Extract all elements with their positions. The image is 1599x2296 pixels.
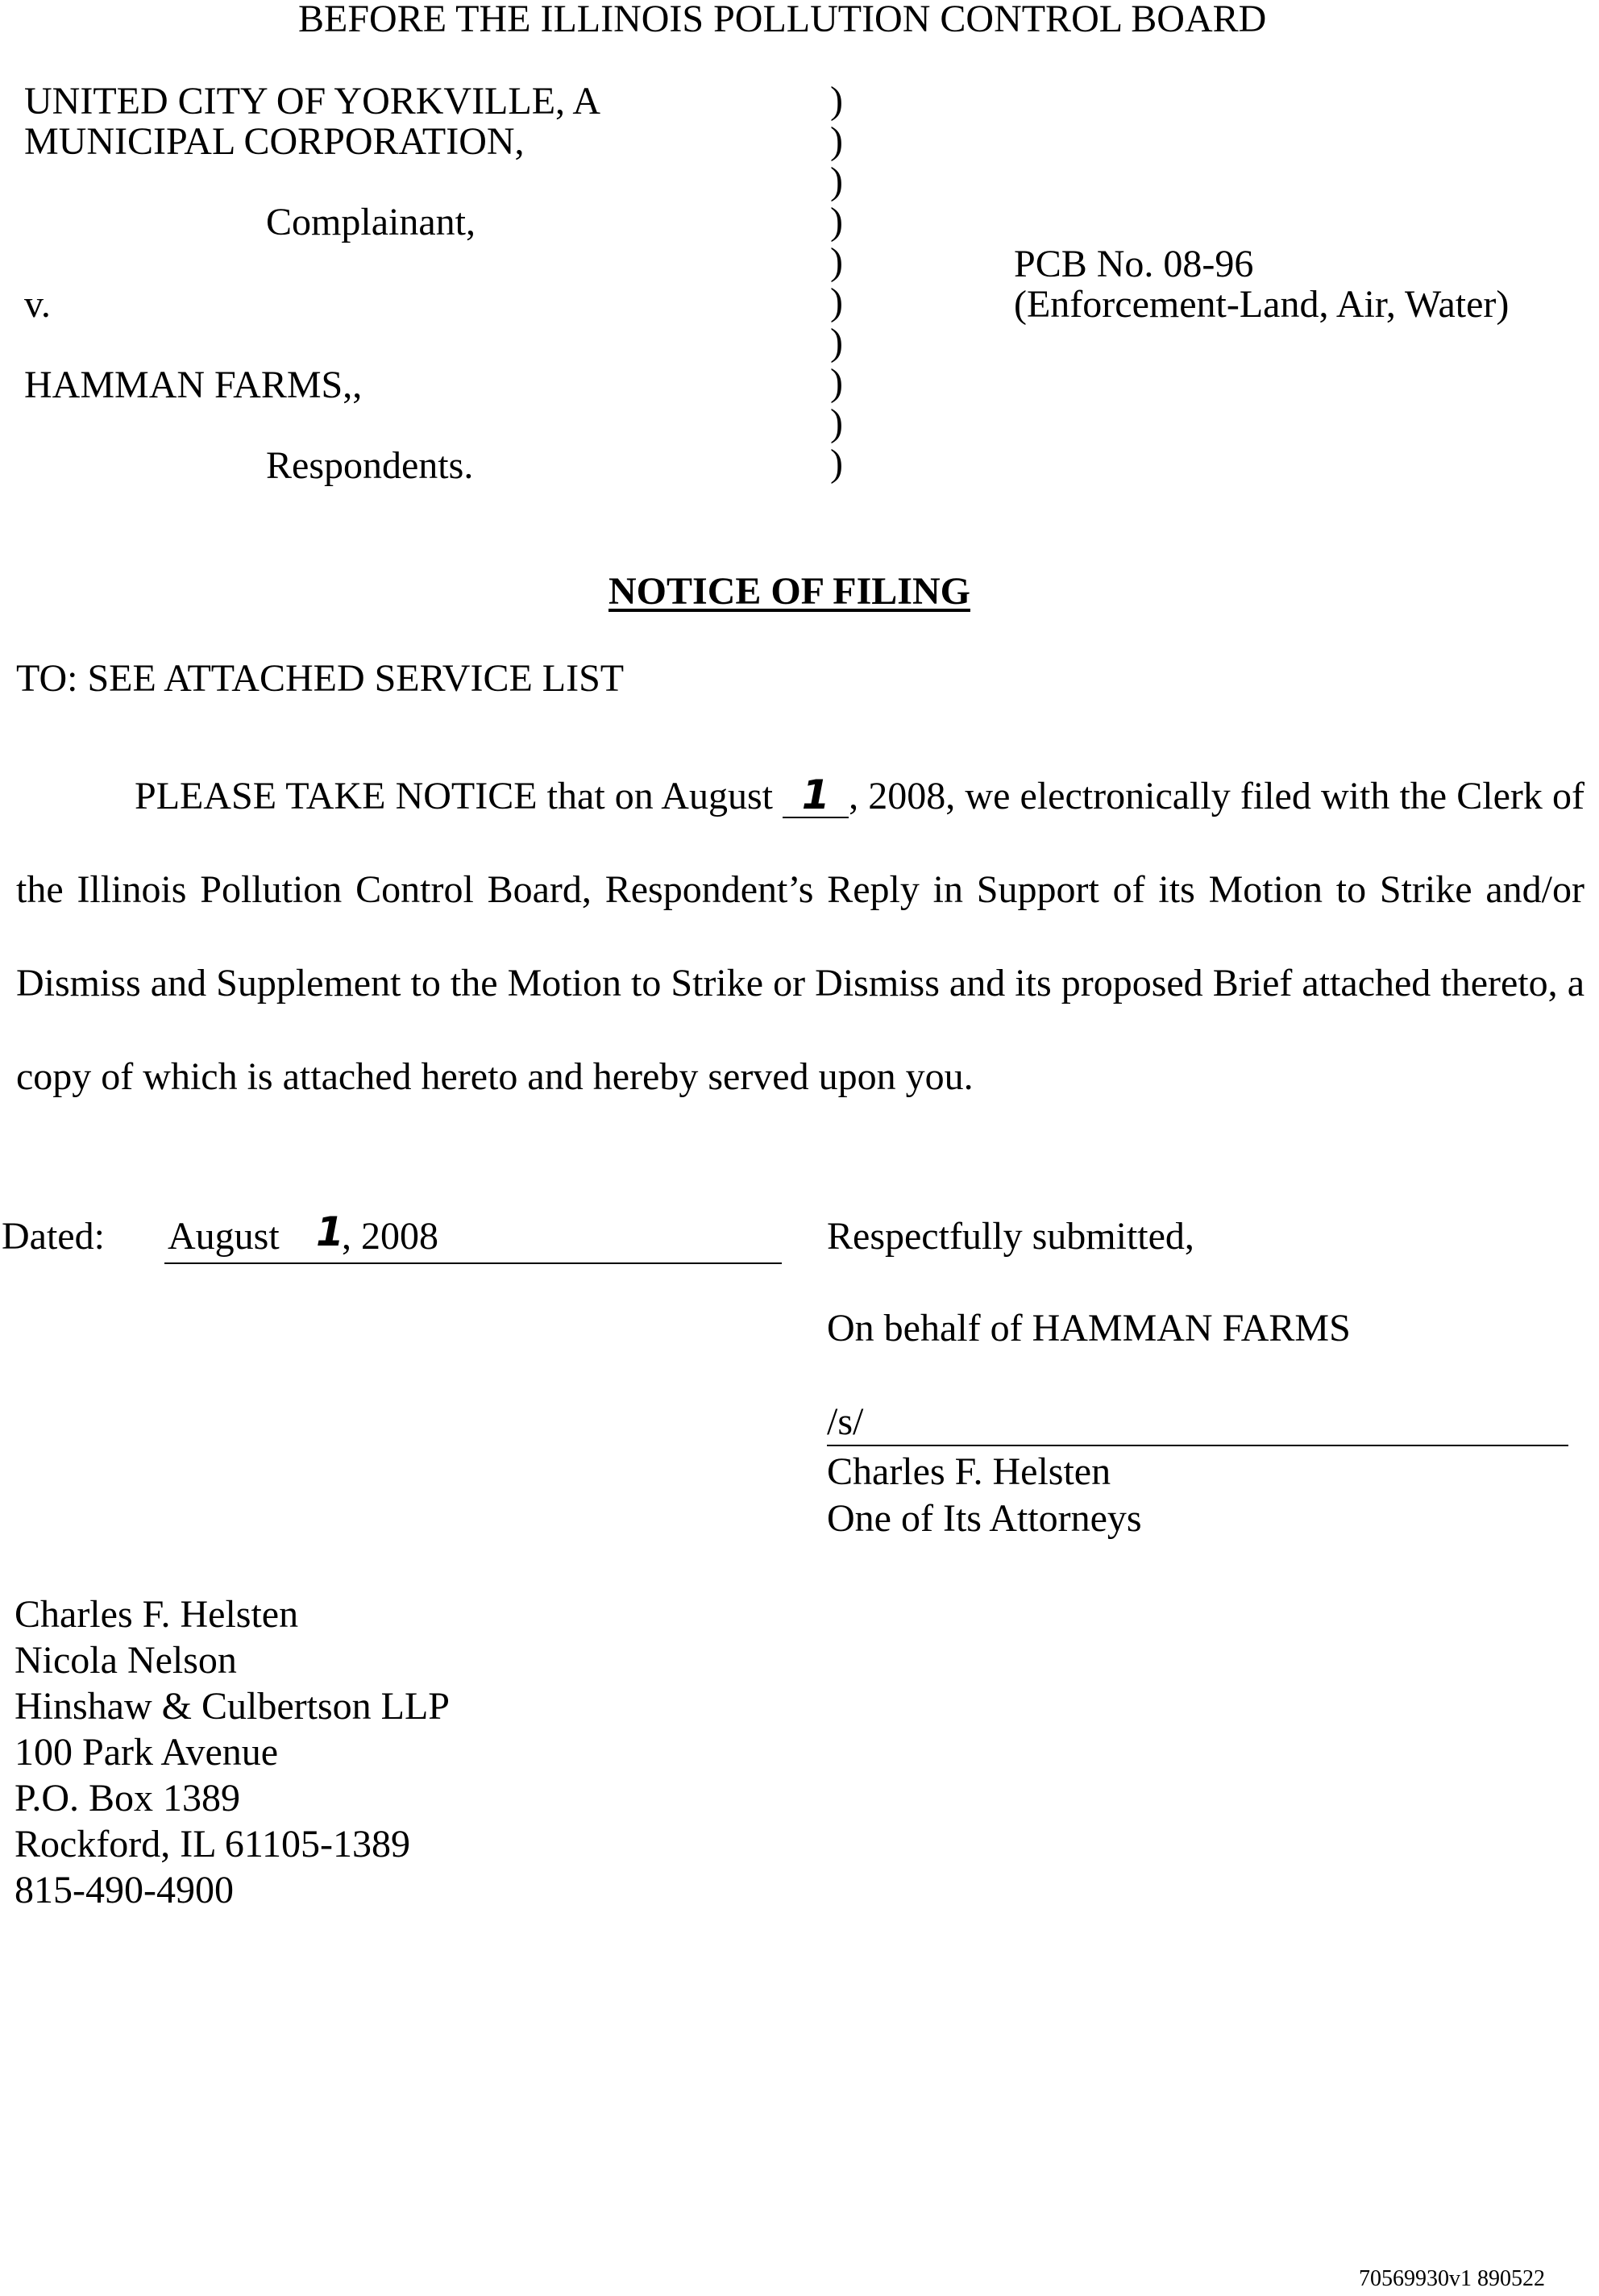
caption-paren: ) (830, 361, 843, 404)
attorney-line: P.O. Box 1389 (15, 1777, 241, 1820)
attorney-line: 100 Park Avenue (15, 1731, 279, 1774)
complainant-name-line1: UNITED CITY OF YORKVILLE, A (24, 80, 601, 123)
caption-paren: ) (830, 240, 843, 283)
to-line: TO: SEE ATTACHED SERVICE LIST (16, 657, 625, 700)
attorney-line: Nicola Nelson (15, 1639, 237, 1682)
caption-paren-column (830, 81, 862, 484)
dated-label: Dated: (2, 1215, 105, 1258)
attorney-address-block (15, 1591, 450, 1913)
caption-paren: ) (830, 401, 843, 444)
notice-body-part1: PLEASE TAKE NOTICE that on August (135, 775, 773, 817)
attorney-line: Hinshaw & Culbertson LLP (15, 1685, 450, 1728)
caption-paren: ) (830, 442, 843, 485)
signature-line (827, 1445, 1568, 1446)
respectfully-submitted: Respectfully submitted, (827, 1215, 1194, 1258)
case-number: PCB No. 08-96 (1014, 243, 1254, 285)
notice-body (16, 750, 1584, 1124)
handwritten-day: 1 (801, 772, 830, 818)
caption-paren: ) (830, 119, 843, 162)
respondent-name: HAMMAN FARMS,, (24, 364, 363, 406)
signature-mark: /s/ (827, 1400, 864, 1443)
signer-title: One of Its Attorneys (827, 1497, 1142, 1540)
respondent-label: Respondents. (266, 444, 474, 487)
attorney-line: Rockford, IL 61105-1389 (15, 1823, 411, 1866)
document-id: 70569930v1 890522 (1359, 2266, 1545, 2291)
dated-day-handwritten: 1 (316, 1208, 344, 1255)
complainant-name-line2: MUNICIPAL CORPORATION, (24, 120, 525, 163)
versus-label: v. (24, 283, 51, 326)
signer-name: Charles F. Helsten (827, 1450, 1111, 1493)
caption-paren: ) (830, 321, 843, 364)
complainant-label: Complainant, (266, 201, 476, 243)
caption-paren: ) (830, 281, 843, 323)
notice-title: NOTICE OF FILING (608, 570, 970, 613)
caption-paren: ) (830, 79, 843, 122)
handwritten-day-blank (783, 772, 849, 818)
case-type: (Enforcement-Land, Air, Water) (1014, 283, 1510, 326)
notice-body-part2: , 2008, we electronically filed with the Clerk of the Illinois Pollution Control Board, Respondent’s Reply in Support of its Motion to Strike and/or Dismiss and Supplement to the Motion to Strike or Dismiss and its proposed Brief attached thereto, a copy of which is attached hereto and hereby served upon you. (16, 775, 1585, 1098)
on-behalf-line: On behalf of HAMMAN FARMS (827, 1307, 1351, 1350)
dated-year: , 2008 (342, 1215, 438, 1258)
dated-underline (164, 1262, 782, 1264)
caption-paren: ) (830, 160, 843, 202)
dated-month: August (168, 1215, 280, 1258)
attorney-line: Charles F. Helsten (15, 1593, 299, 1636)
board-title: BEFORE THE ILLINOIS POLLUTION CONTROL BOARD (298, 0, 1267, 40)
attorney-line: 815-490-4900 (15, 1869, 234, 1911)
caption-paren: ) (830, 200, 843, 243)
